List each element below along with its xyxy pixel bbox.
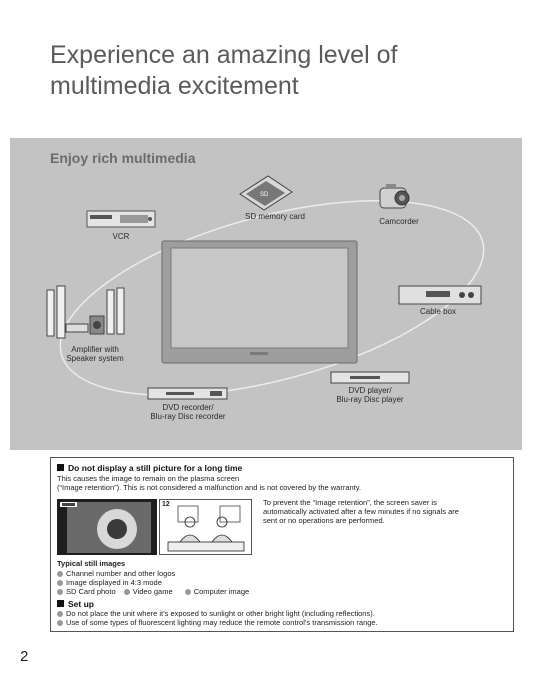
dvd-player-label-line-1: DVD player/ — [348, 386, 392, 395]
warning-heading-text: Do not display a still picture for a long time — [68, 463, 243, 473]
bullet-icon — [124, 589, 130, 595]
connection-diagram — [10, 138, 522, 450]
vcr-label: VCR — [112, 232, 130, 241]
setup-item-1 — [57, 609, 375, 618]
dvd-recorder-label-line-2: Blu-ray Disc recorder — [150, 412, 226, 421]
sunflower-photo — [57, 499, 157, 555]
setup-item-1-text: Do not place the unit where it’s exposed to sunlight or other bright light (including reflections). — [66, 609, 375, 618]
page-number: 2 — [20, 648, 29, 665]
amplifier-label — [50, 345, 140, 363]
camcorder-label: Camcorder — [379, 217, 419, 226]
dvd-recorder-label — [136, 403, 240, 421]
bullet-icon — [57, 611, 63, 617]
typical-item-1-text: Channel number and other logos — [66, 569, 176, 578]
dvd-player-label-line-2: Blu-ray Disc player — [336, 395, 404, 404]
screen-saver-line-2: automatically activated after a few minutes if no signals are — [263, 507, 459, 516]
setup-item-2 — [57, 618, 378, 627]
square-bullet-icon — [57, 600, 64, 607]
newscasters-icon — [160, 500, 251, 554]
warning-box — [50, 457, 514, 632]
bullet-icon — [57, 620, 63, 626]
multimedia-panel — [10, 138, 522, 450]
sd-card-label: SD memory card — [244, 212, 305, 221]
typical-item-3-text: SD Card photo — [66, 587, 116, 596]
warning-text-line-2: (“Image retention”). This is not considered a malfunction and is not covered by the warranty. — [57, 483, 362, 492]
screen-saver-line-3: sent or no operations are performed. — [263, 516, 385, 525]
bullet-icon — [57, 571, 63, 577]
panel-heading: Enjoy rich multimedia — [50, 150, 196, 166]
bullet-icon — [57, 580, 63, 586]
typical-item-5-text: Computer image — [193, 587, 250, 596]
dvd-recorder-icon — [148, 388, 227, 399]
warning-heading — [57, 463, 242, 473]
camcorder-icon — [380, 184, 409, 208]
bullet-icon — [57, 589, 63, 595]
dvd-player-label — [323, 386, 417, 404]
bullet-icon — [185, 589, 191, 595]
typical-item-3 — [57, 587, 249, 596]
sunflower-icon — [97, 509, 137, 549]
dvd-player-icon — [331, 372, 409, 383]
title-line-1: Experience an amazing level of — [50, 41, 398, 69]
cable-box-label: Cable box — [419, 307, 457, 316]
vcr-icon — [87, 211, 155, 227]
typical-item-2 — [57, 578, 162, 587]
warning-text — [57, 474, 507, 492]
amplifier-speaker-icon — [47, 286, 124, 338]
square-bullet-icon — [57, 464, 64, 471]
screen-saver-text — [263, 498, 513, 525]
typical-item-4-text: Video game — [132, 587, 173, 596]
sd-card-icon — [240, 176, 292, 210]
setup-item-2-text: Use of some types of fluorescent lighting may reduce the remote control’s transmission range. — [66, 618, 378, 627]
newscasters-illustration — [159, 499, 252, 555]
channel-number: 12 — [162, 501, 170, 508]
plasma-tv-icon — [162, 241, 357, 363]
amplifier-label-line-2: Speaker system — [66, 354, 124, 363]
typical-heading: Typical still images — [57, 559, 126, 568]
page-title — [50, 40, 500, 102]
cable-box-icon — [399, 286, 481, 304]
setup-heading — [57, 599, 94, 609]
typical-item-1 — [57, 569, 175, 578]
setup-heading-text: Set up — [68, 599, 94, 609]
typical-item-2-text: Image displayed in 4:3 mode — [66, 578, 162, 587]
warning-text-line-1: This causes the image to remain on the plasma screen — [57, 474, 240, 483]
amplifier-label-line-1: Amplifier with — [71, 345, 119, 354]
title-line-2: multimedia excitement — [50, 72, 299, 100]
screen-saver-line-1: To prevent the “Image retention”, the screen saver is — [263, 498, 437, 507]
dvd-recorder-label-line-1: DVD recorder/ — [162, 403, 214, 412]
svg-text:SD: SD — [260, 192, 269, 198]
